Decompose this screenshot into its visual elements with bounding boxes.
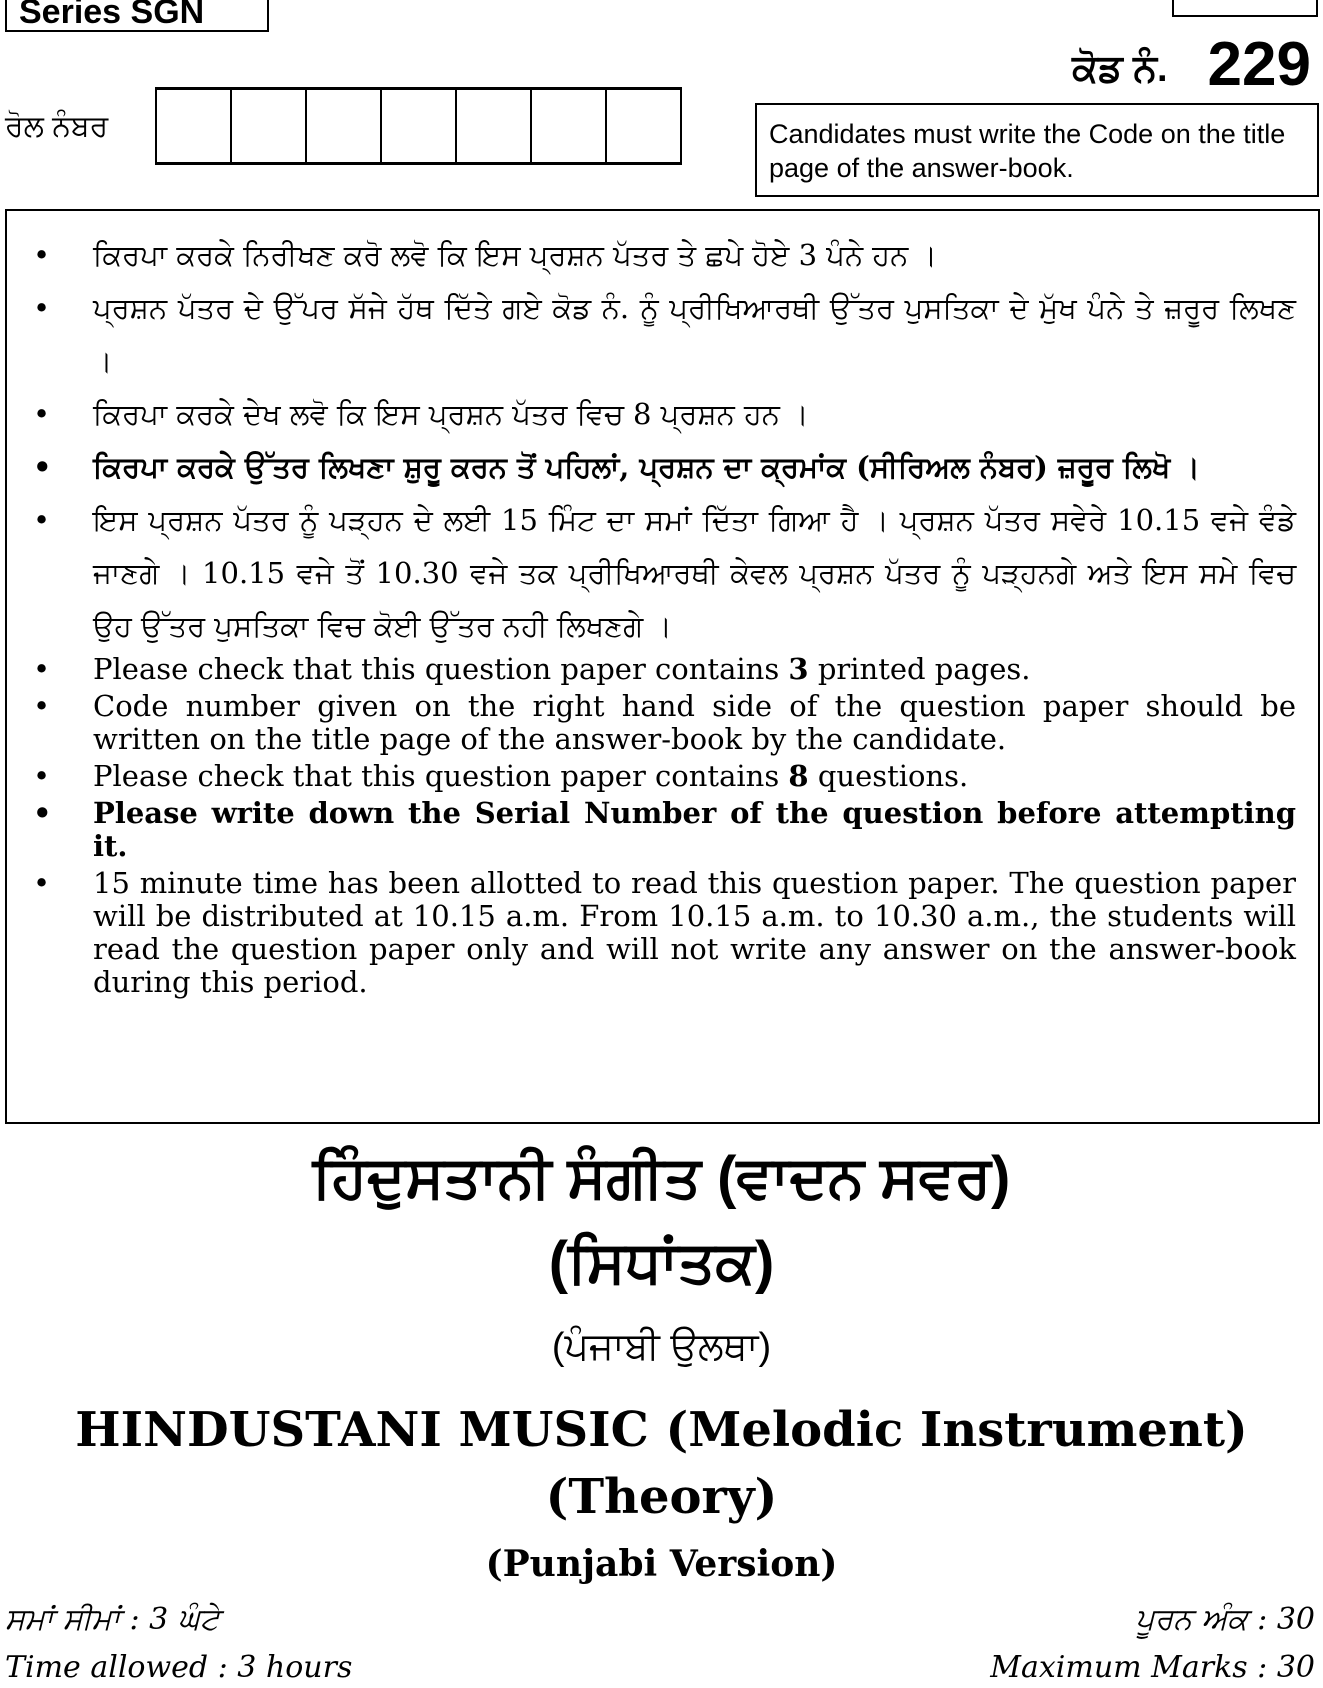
instruction-item: • ਇਸ ਪ੍ਰਸ਼ਨ ਪੱਤਰ ਨੂੰ ਪੜ੍ਹਨ ਦੇ ਲਈ 15 ਮਿੰਟ ਦਾ ਸਮਾਂ ਦਿੱਤਾ ਗਿਆ ਹੈ । ਪ੍ਰਸ਼ਨ ਪੱਤਰ ਸਵੇਰੇ 10.15 ਵਜੇ ਵੰਡੇ ਜਾਣਗੇ । 10.15 ਵਜੇ ਤੋਂ 10.30 ਵਜੇ ਤਕ ਪ੍ਰੀਖਿਆਰਥੀ ਕੇਵਲ ਪ੍ਰਸ਼ਨ ਪੱਤਰ ਨੂੰ ਪੜ੍ਹਨਗੇ ਅਤੇ ਇਸ ਸਮੇ ਵਿਚ ਉਹ ਉੱਤਰ ਪੁਸਤਿਕਾ ਵਿਚ ਕੋਈ ਉੱਤਰ ਨਹੀ ਲਿਖਣਗੇ । [33, 494, 1296, 653]
instruction-item: • Please write down the Serial Number of the question before attempting it. [33, 797, 1296, 863]
title-english: HINDUSTANI MUSIC (Melodic Instrument) [75, 1402, 1248, 1458]
max-marks-punjabi: ਪੂਰਨ ਅੰਕ : 30 [1135, 1602, 1315, 1637]
roll-cell [382, 90, 457, 162]
roll-cell [607, 90, 680, 162]
code-value: 229 [1207, 30, 1311, 99]
code-label: ਕੋਡ ਨੰ. [1072, 47, 1168, 90]
text: Please check that this question paper contains [93, 652, 789, 686]
page-count: 3 [788, 652, 809, 686]
instruction-item: • 15 minute time has been allotted to read this question paper. The question paper will be distributed at 10.15 a.m. From 10.15 a.m. to 10.30 a.m., the students will read the question paper only and will not write any answer on the answer-book during this period. [33, 867, 1296, 999]
text: Please check that this question paper contains [93, 759, 789, 793]
version-english: (Punjabi Version) [485, 1543, 838, 1585]
roll-cell [457, 90, 532, 162]
instructions-english [33, 653, 1296, 999]
roll-cell [532, 90, 607, 162]
page-number-box [1172, 0, 1318, 17]
candidates-note: Candidates must write the Code on the title page of the answer-book. [755, 103, 1319, 197]
instruction-item: • ਕਿਰਪਾ ਕਰਕੇ ਉੱਤਰ ਲਿਖਣਾ ਸ਼ੁਰੂ ਕਰਨ ਤੋਂ ਪਹਿਲਾਂ, ਪ੍ਰਸ਼ਨ ਦਾ ਕ੍ਰਮਾਂਕ (ਸੀਰਿਅਲ ਨੰਬਰ) ਜ਼ਰੂਰ ਲਿਖੋ । [33, 441, 1296, 494]
title-punjabi: ਹਿੰਦੁਸਤਾਨੀ ਸੰਗੀਤ (ਵਾਦਨ ਸਵਰ) [312, 1145, 1011, 1210]
instruction-item: • ਕਿਰਪਾ ਕਰਕੇ ਨਿਰੀਖਣ ਕਰੋ ਲਵੋ ਕਿ ਇਸ ਪ੍ਰਸ਼ਨ ਪੱਤਰ ਤੇ ਛਪੇ ਹੋਏ 3 ਪੰਨੇ ਹਨ । [33, 229, 1296, 282]
series-label: Series SGN [5, 0, 269, 32]
roll-number-label: ਰੋਲ ਨੰਬਰ [5, 110, 109, 143]
instructions-box [5, 209, 1320, 1124]
subtitle-english: (Theory) [545, 1469, 778, 1525]
time-allowed-punjabi: ਸਮਾਂ ਸੀਮਾਂ : 3 ਘੰਟੇ [5, 1602, 220, 1637]
text: questions. [808, 759, 969, 793]
roll-cell [232, 90, 307, 162]
roll-cell [307, 90, 382, 162]
max-marks: Maximum Marks : 30 [990, 1650, 1315, 1685]
instruction-item [33, 760, 1296, 793]
roll-cell [157, 90, 232, 162]
subtitle-punjabi: (ਸਿਧਾਂਤਕ) [548, 1230, 775, 1295]
instruction-item: • ਪ੍ਰਸ਼ਨ ਪੱਤਰ ਦੇ ਉੱਪਰ ਸੱਜੇ ਹੱਥ ਦਿੱਤੇ ਗਏ ਕੋਡ ਨੰ. ਨੂੰ ਪ੍ਰੀਖਿਆਰਥੀ ਉੱਤਰ ਪੁਸਤਿਕਾ ਦੇ ਮੁੱਖ ਪੰਨੇ ਤੇ ਜ਼ਰੂਰ ਲਿਖਣ । [33, 282, 1296, 388]
instructions-punjabi [33, 229, 1296, 653]
instruction-item: • Code number given on the right hand side of the question paper should be written on the title page of the answer-book by the candidate. [33, 690, 1296, 756]
roll-number-boxes [155, 87, 682, 165]
text: printed pages. [808, 652, 1031, 686]
question-count: 8 [788, 759, 809, 793]
code-number [1072, 30, 1311, 104]
instruction-item [33, 653, 1296, 686]
time-allowed: Time allowed : 3 hours [5, 1650, 353, 1685]
version-punjabi: (ਪੰਜਾਬੀ ਉਲਥਾ) [551, 1326, 772, 1368]
instruction-item: • ਕਿਰਪਾ ਕਰਕੇ ਦੇਖ ਲਵੋ ਕਿ ਇਸ ਪ੍ਰਸ਼ਨ ਪੱਤਰ ਵਿਚ 8 ਪ੍ਰਸ਼ਨ ਹਨ । [33, 388, 1296, 441]
